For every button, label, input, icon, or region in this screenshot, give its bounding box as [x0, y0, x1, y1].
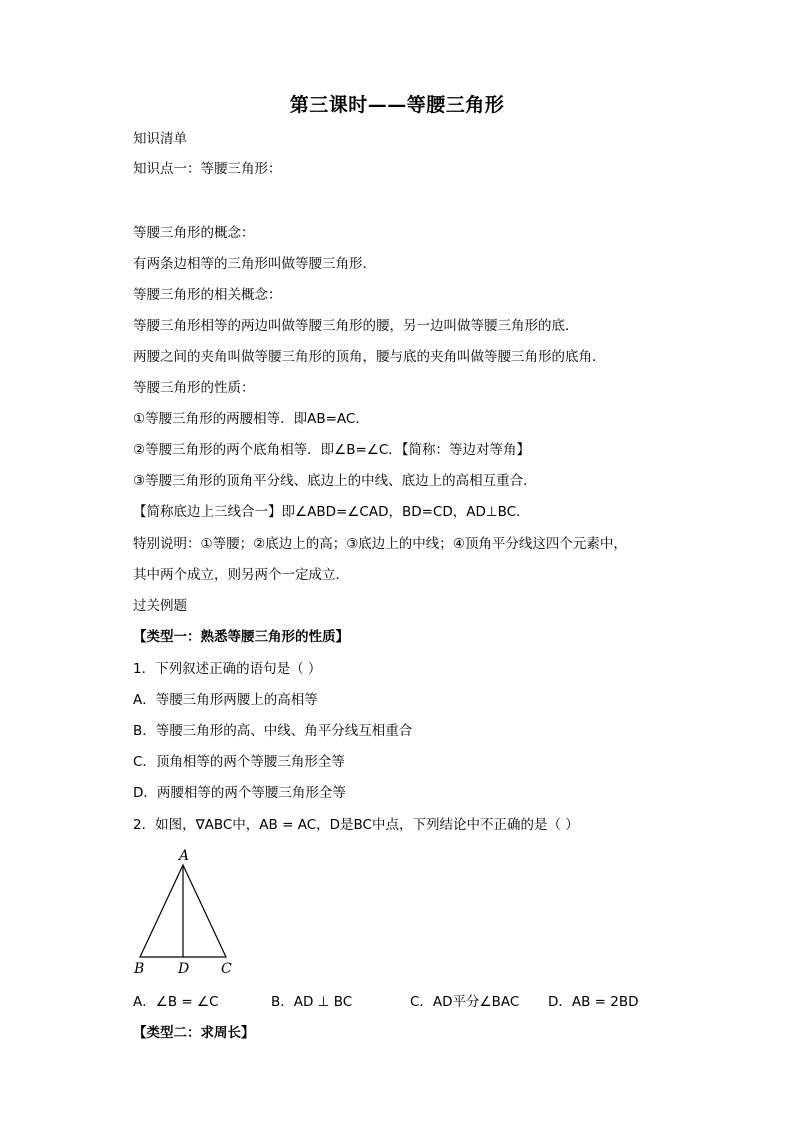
isosceles-triangle-figure	[125, 845, 245, 980]
knowledge-point-heading: 知识点一：等腰三角形：	[133, 161, 282, 177]
vertex-label-a: A	[179, 848, 190, 864]
concept-heading: 等腰三角形的概念：	[133, 225, 255, 241]
section-heading-knowledge-list: 知识清单	[133, 131, 187, 147]
question-1-option-d: D．两腰相等的两个等腰三角形全等	[133, 785, 346, 801]
property-2: ②等腰三角形的两个底角相等．即∠B=∠C．【简称：等边对等角】	[133, 442, 531, 458]
question-2-option-d: D．AB = 2BD	[548, 994, 639, 1010]
property-3: ③等腰三角形的顶角平分线、底边上的中线、底边上的高相互重合．	[133, 473, 537, 489]
question-2-option-c: C．AD平分∠BAC	[410, 994, 520, 1010]
related-concept-text-1: 等腰三角形相等的两边叫做等腰三角形的腰，另一边叫做等腰三角形的底．	[133, 318, 579, 334]
three-lines-coincide-note: 【简称底边上三线合一】即∠ABD=∠CAD，BD=CD，AD⊥BC．	[133, 504, 530, 520]
vertex-label-b: B	[134, 961, 145, 977]
question-2-option-a: A．∠B = ∠C	[133, 994, 219, 1010]
property-1: ①等腰三角形的两腰相等．即AB=AC．	[133, 411, 369, 427]
related-concept-heading: 等腰三角形的相关概念：	[133, 287, 282, 303]
special-note-line-1: 特别说明：①等腰；②底边上的高；③底边上的中线；④顶角平分线这四个元素中，	[133, 536, 627, 552]
special-note-line-2: 其中两个成立，则另两个一定成立．	[133, 567, 349, 583]
question-1-option-b: B．等腰三角形的高、中线、角平分线互相重合	[133, 723, 413, 739]
vertex-label-c: C	[221, 961, 232, 977]
question-1-option-a: A．等腰三角形两腰上的高相等	[133, 692, 318, 708]
question-1-option-c: C．顶角相等的两个等腰三角形全等	[133, 754, 345, 770]
concept-text: 有两条边相等的三角形叫做等腰三角形．	[133, 256, 376, 272]
type-one-heading: 【类型一：熟悉等腰三角形的性质】	[133, 629, 349, 645]
question-2: 2．如图，∇ABC中，AB = AC，D是BC中点，下列结论中不正确的是（ ）	[133, 817, 579, 833]
page-title: 第三课时——等腰三角形	[289, 94, 505, 116]
examples-heading: 过关例题	[133, 598, 187, 614]
point-label-d: D	[178, 961, 190, 977]
type-two-heading: 【类型二：求周长】	[133, 1025, 255, 1041]
related-concept-text-2: 两腰之间的夹角叫做等腰三角形的顶角，腰与底的夹角叫做等腰三角形的底角．	[133, 349, 606, 365]
property-heading: 等腰三角形的性质：	[133, 380, 255, 396]
question-2-option-b: B．AD ⊥ BC	[271, 994, 353, 1010]
question-1: 1．下列叙述正确的语句是（ ）	[133, 661, 322, 677]
